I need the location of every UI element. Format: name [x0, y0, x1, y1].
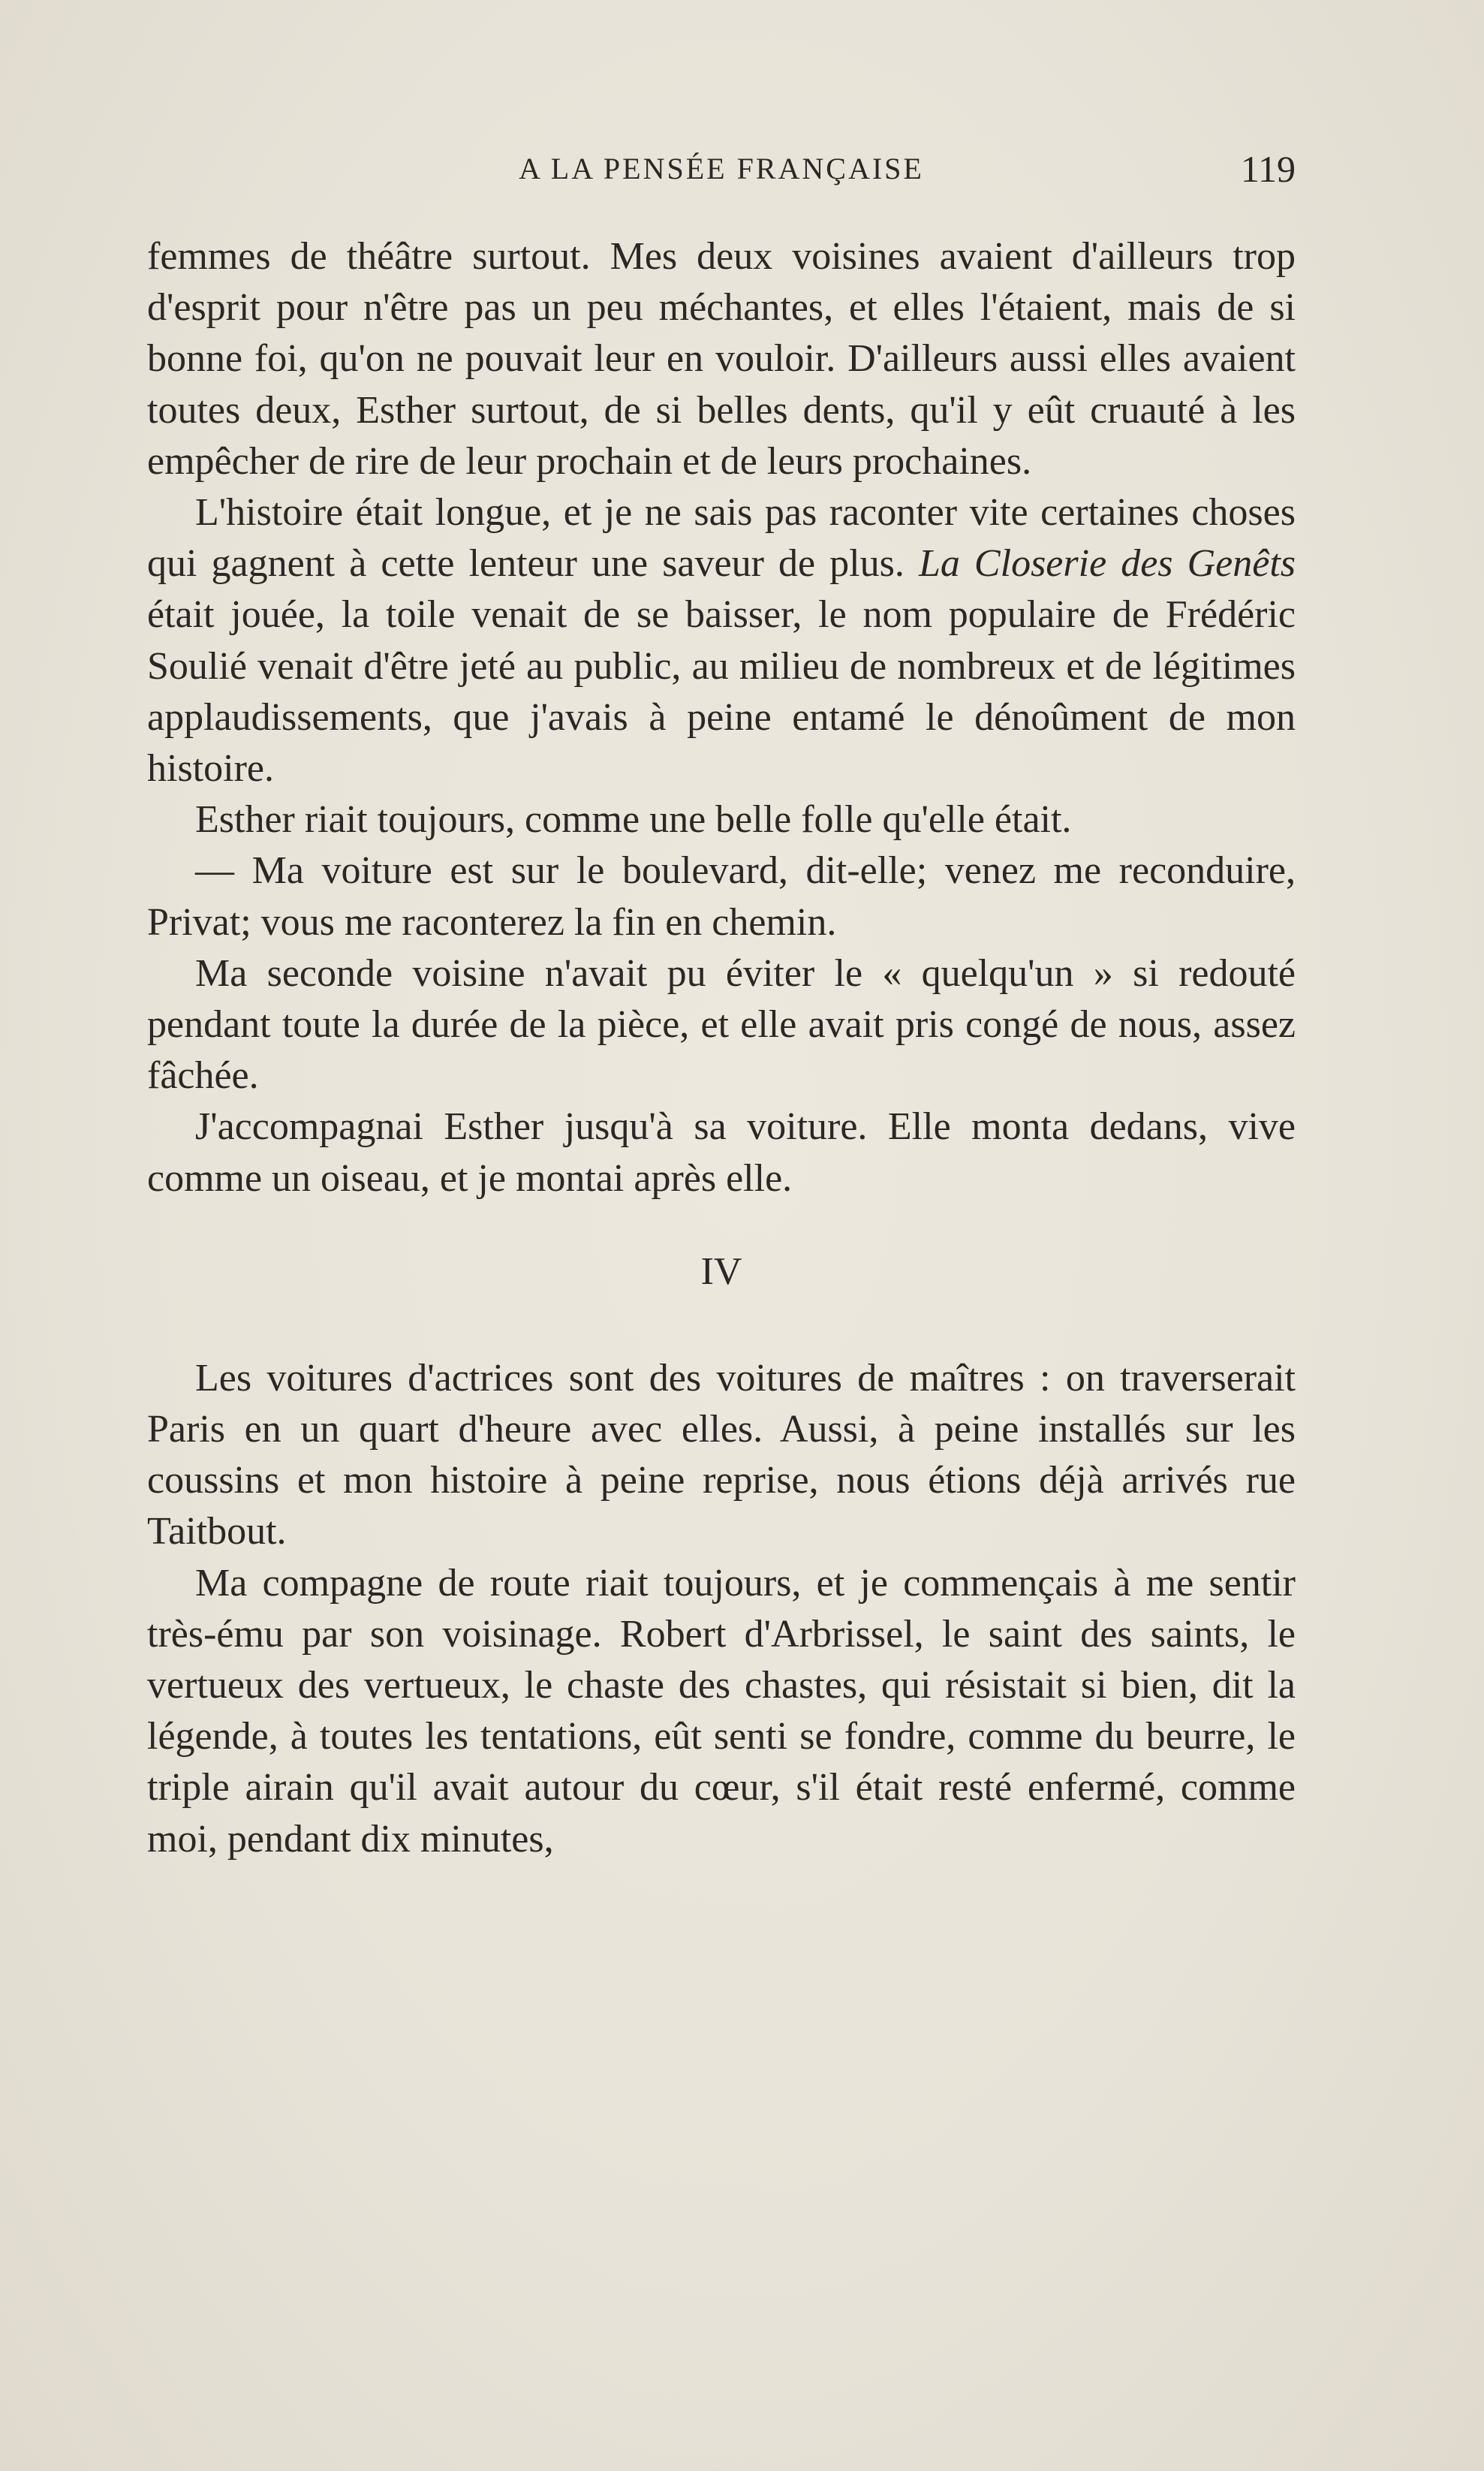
- page-number: 119: [1240, 148, 1296, 190]
- paragraph: [147, 487, 1296, 794]
- paragraph: J'accompagnai Esther jusqu'à sa voiture. Elle monta dedans, vive comme un oiseau, et je montai après elle.: [147, 1105, 1296, 1200]
- paragraph: Ma seconde voisine n'avait pu éviter le « quelqu'un » si redouté pendant toute la durée de la pièce, et elle avait pris congé de nous, assez fâchée.: [147, 951, 1296, 1098]
- paragraph: Ma compagne de route riait toujours, et je commençais à me sentir très-ému par son voisinage. Robert d'Arbrissel, le saint des saints, le vertueux des vertueux, le chaste des chastes, qui résistait si bien, dit la légende, à toutes les tentations, eût senti se fondre, comme du beurre, le triple airain qu'il avait autour du cœur, s'il était resté enfermé, comme moi, pendant dix minutes,: [147, 1561, 1296, 1861]
- paragraph: — Ma voiture est sur le boulevard, dit-elle; venez me reconduire, Privat; vous me raconterez la fin en chemin.: [147, 849, 1296, 944]
- paragraph-text: était jouée, la toile venait de se baisser, le nom populaire de Frédéric Soulié venait d'être jeté au public, au milieu de nombreux et de légitimes applaudissements, que j'avais à peine entamé le dénoûment de mon histoire.: [147, 593, 1296, 791]
- running-head: A LA PENSÉE FRANÇAISE: [519, 152, 924, 185]
- page-header: [147, 143, 1296, 195]
- paragraph-text: L'histoire était longue, et je ne sais pas raconter vite certaines choses qui gagnent à cette lenteur une saveur de plus.: [147, 491, 1296, 586]
- paragraph: Esther riait toujours, comme une belle folle qu'elle était.: [195, 798, 1072, 842]
- section-heading: IV: [700, 1249, 742, 1293]
- play-title: La Closerie des Genêts: [918, 542, 1296, 586]
- paragraph: femmes de théâtre surtout. Mes deux voisines avaient d'ailleurs trop d'esprit pour n'être pas un peu méchantes, et elles l'étaient, mais de si bonne foi, qu'on ne pouvait leur en vouloir. D'ailleurs aussi elles avaient toutes deux, Esther surtout, de si belles dents, qu'il y eût cruauté à les empêcher de rire de leur prochain et de leurs prochaines.: [147, 235, 1296, 483]
- paragraph: Les voitures d'actrices sont des voitures de maîtres : on traverserait Paris en un quart d'heure avec elles. Aussi, à peine installés sur les coussins et mon histoire à peine reprise, nous étions déjà arrivés rue Taitbout.: [147, 1356, 1296, 1553]
- body-text: [147, 231, 1296, 1865]
